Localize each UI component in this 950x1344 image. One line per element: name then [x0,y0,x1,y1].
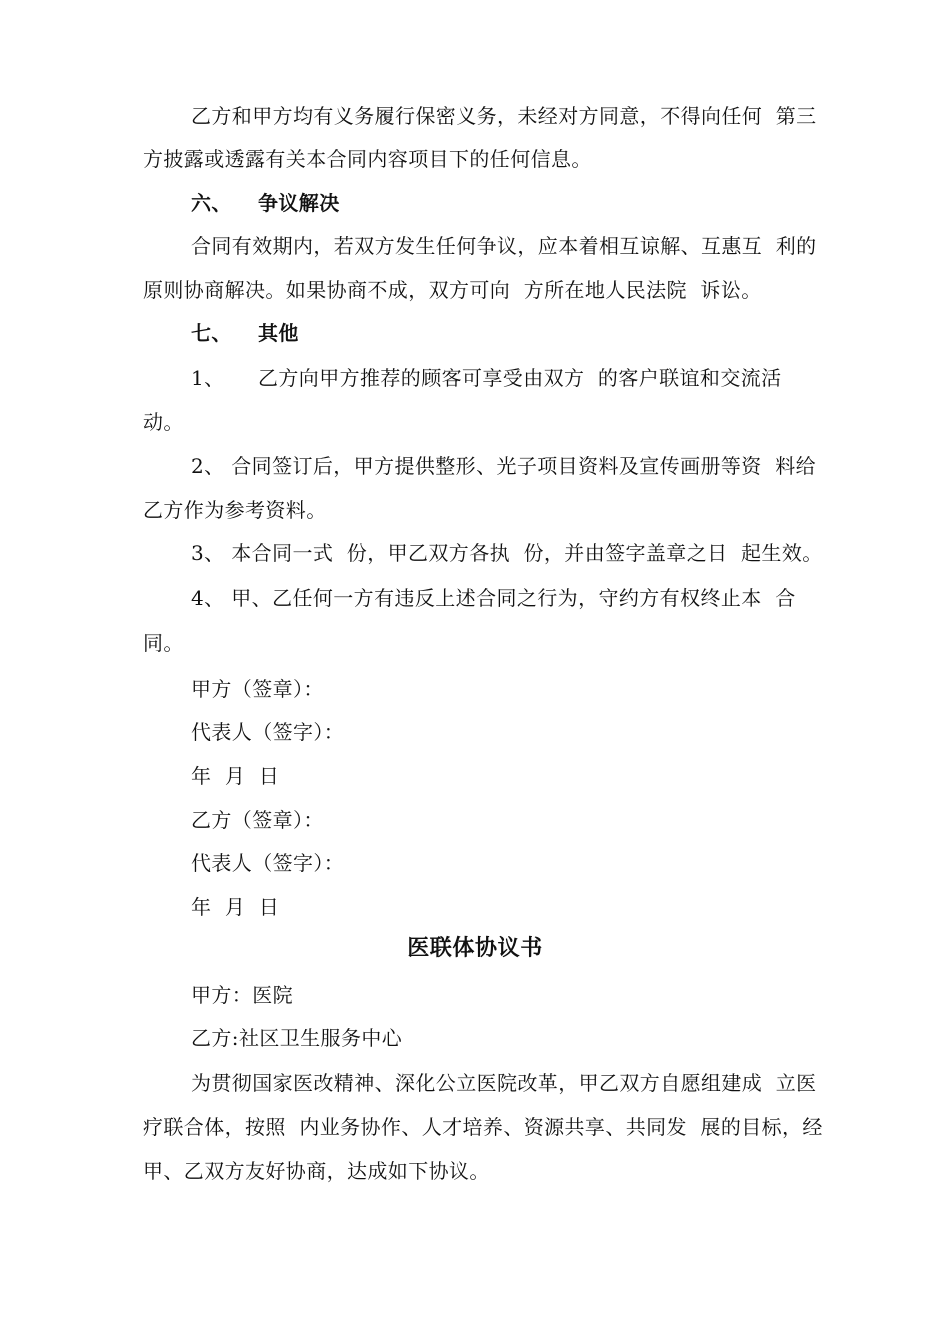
agreement-party-b: 乙方:社区卫生服务中心 [191,1026,403,1050]
party-a-seal-label: 甲方（签章）： [191,677,324,701]
section-6-line-1: 合同有效期内，若双方发生任何争议，应本着相互谅解、互惠互 利的 [191,234,817,258]
section-7-item-4-line-1: 4、 甲、乙任何一方有违反上述合同之行为，守约方有权终止本 合 [191,586,796,610]
section-7-item-2-line-2: 乙方作为参考资料。 [143,498,327,522]
party-b-seal-label: 乙方（签章）： [191,808,324,832]
agreement-intro-line-1: 为贯彻国家医改精神、深化公立医院改革，甲乙双方自愿组建成 立医 [191,1071,817,1095]
section-7-item-4-line-2: 同。 [143,631,184,655]
section-6-title: 争议解决 [258,191,340,215]
agreement-party-a: 甲方：医院 [191,983,293,1007]
section-7-item-1-number: 1、 [191,366,225,390]
section-7-title: 其他 [258,321,299,345]
confidentiality-line-1: 乙方和甲方均有义务履行保密义务，未经对方同意，不得向任何 第三 [191,104,817,128]
section-6-number: 六、 [191,191,232,215]
section-7-item-1-line-1: 乙方向甲方推荐的顾客可享受由双方 的客户联谊和交流活 [258,366,782,390]
agreement-intro-line-3: 甲、乙双方友好协商，达成如下协议。 [143,1159,490,1183]
confidentiality-line-2: 方披露或透露有关本合同内容项目下的任何信息。 [143,147,592,171]
party-b-date-label: 年 月 日 [191,895,280,919]
section-6-line-2: 原则协商解决。如果协商不成，双方可向 方所在地人民法院 诉讼。 [143,278,762,302]
party-b-rep-label: 代表人（签字）： [191,851,345,875]
agreement-intro-line-2: 疗联合体，按照 内业务协作、人才培养、资源共享、共同发 展的目标，经 [143,1115,823,1139]
section-7-item-2-line-1: 2、 合同签订后，甲方提供整形、光子项目资料及宣传画册等资 料给 [191,454,816,478]
agreement-title: 医联体协议书 [407,936,543,961]
section-7-item-1-line-2: 动。 [143,410,184,434]
party-a-rep-label: 代表人（签字）： [191,720,345,744]
section-7-item-3-line-1: 3、 本合同一式 份，甲乙双方各执 份，并由签字盖章之日 起生效。 [191,541,823,565]
party-a-date-label: 年 月 日 [191,764,280,788]
section-7-number: 七、 [191,321,232,345]
